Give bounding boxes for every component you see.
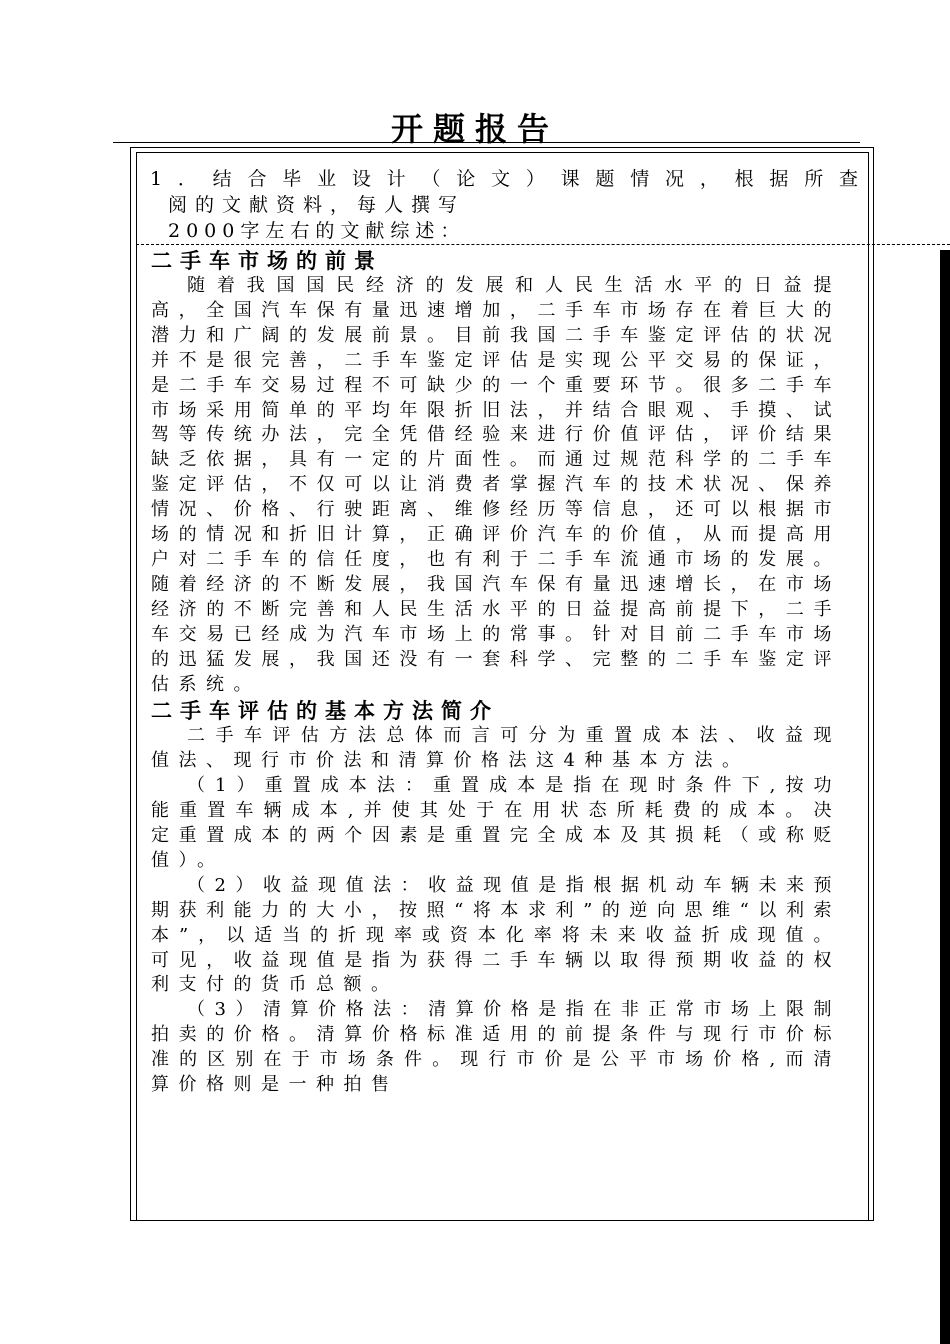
section-heading-evaluation-methods: 二手车评估的基本方法简介	[151, 698, 499, 724]
paragraph-liquidation-price: （3）清算价格法：清算价格是指在非正常市场上限制拍卖的价格。清算价格标准适用的前提条件与现行市价标准的区别在于市场条件。现行市价是公平市场价格,而清算价格则是一种拍售	[151, 999, 841, 1096]
paragraph-market-prospect: 随着我国国民经济的发展和人民生活水平的日益提高，全国汽车保有量迅速增加，二手车市场存在着巨大的潜力和广阔的发展前景。目前我国二手车鉴定评估的状况并不是很完善，二手车鉴定评估是实现公平交易的保证，是二手车交易过程不可缺少的一个重要环节。很多二手车市场采用简单的平均年限折旧法，并结合眼观、手摸、试驾等传统办法，完全凭借经验来进行价值评估，评价结果缺乏依据，具有一定的片面性。而通过规范科学的二手车鉴定评估，不仅可以让消费者掌握汽车的技术状况、保养情况、价格、行驶距离、维修经历等信息，还可以根据市场的情况和折旧计算，正确评价汽车的价值，从而提高用户对二手车的信任度，也有利于二手车流通市场的发展。随着经济的不断发展，我国汽车保有量迅速增长，在市场经济的不断完善和人民生活水平的日益提高前提下，二手车交易已经成为汽车市场上的常事。针对目前二手车市场的迅猛发展，我国还没有一套科学、完整的二手车鉴定评估系统。	[151, 275, 841, 695]
prompt-line-3: 2000字左右的文献综述：	[168, 220, 466, 242]
paragraph-methods-overview: 二手车评估方法总体而言可分为重置成本法、收益现值法、现行市价法和清算价格法这4种基本方法。	[151, 725, 841, 772]
prompt-line-2: 阅的文献资料，每人撰写	[168, 194, 466, 216]
prompt-divider	[136, 244, 950, 245]
page-title: 开题报告	[390, 110, 559, 148]
prompt-line-1: 1．结合毕业设计（论文）课题情况，根据所查	[150, 168, 858, 190]
section-heading-market-prospect: 二手车市场的前景	[151, 248, 383, 273]
title-underline	[113, 142, 860, 143]
review-body	[151, 247, 841, 1098]
paragraph-replacement-cost: （1）重置成本法：重置成本是指在现时条件下,按功能重置车辆成本,并使其处于在用状态所耗费的成本。决定重置成本的两个因素是重置完全成本及其损耗（或称贬值）。	[151, 775, 841, 871]
page-edge-bar	[940, 250, 950, 1344]
paragraph-income-present-value: （2）收益现值法：收益现值是指根据机动车辆未来预期获利能力的大小，按照“将本求利”的逆向思维“以利索本”，以适当的折现率或资本化率将未来收益折成现值。可见，收益现值是指为获得二手车辆以取得预期收益的权利支付的货币总额。	[151, 874, 841, 996]
form-prompt	[150, 166, 858, 244]
